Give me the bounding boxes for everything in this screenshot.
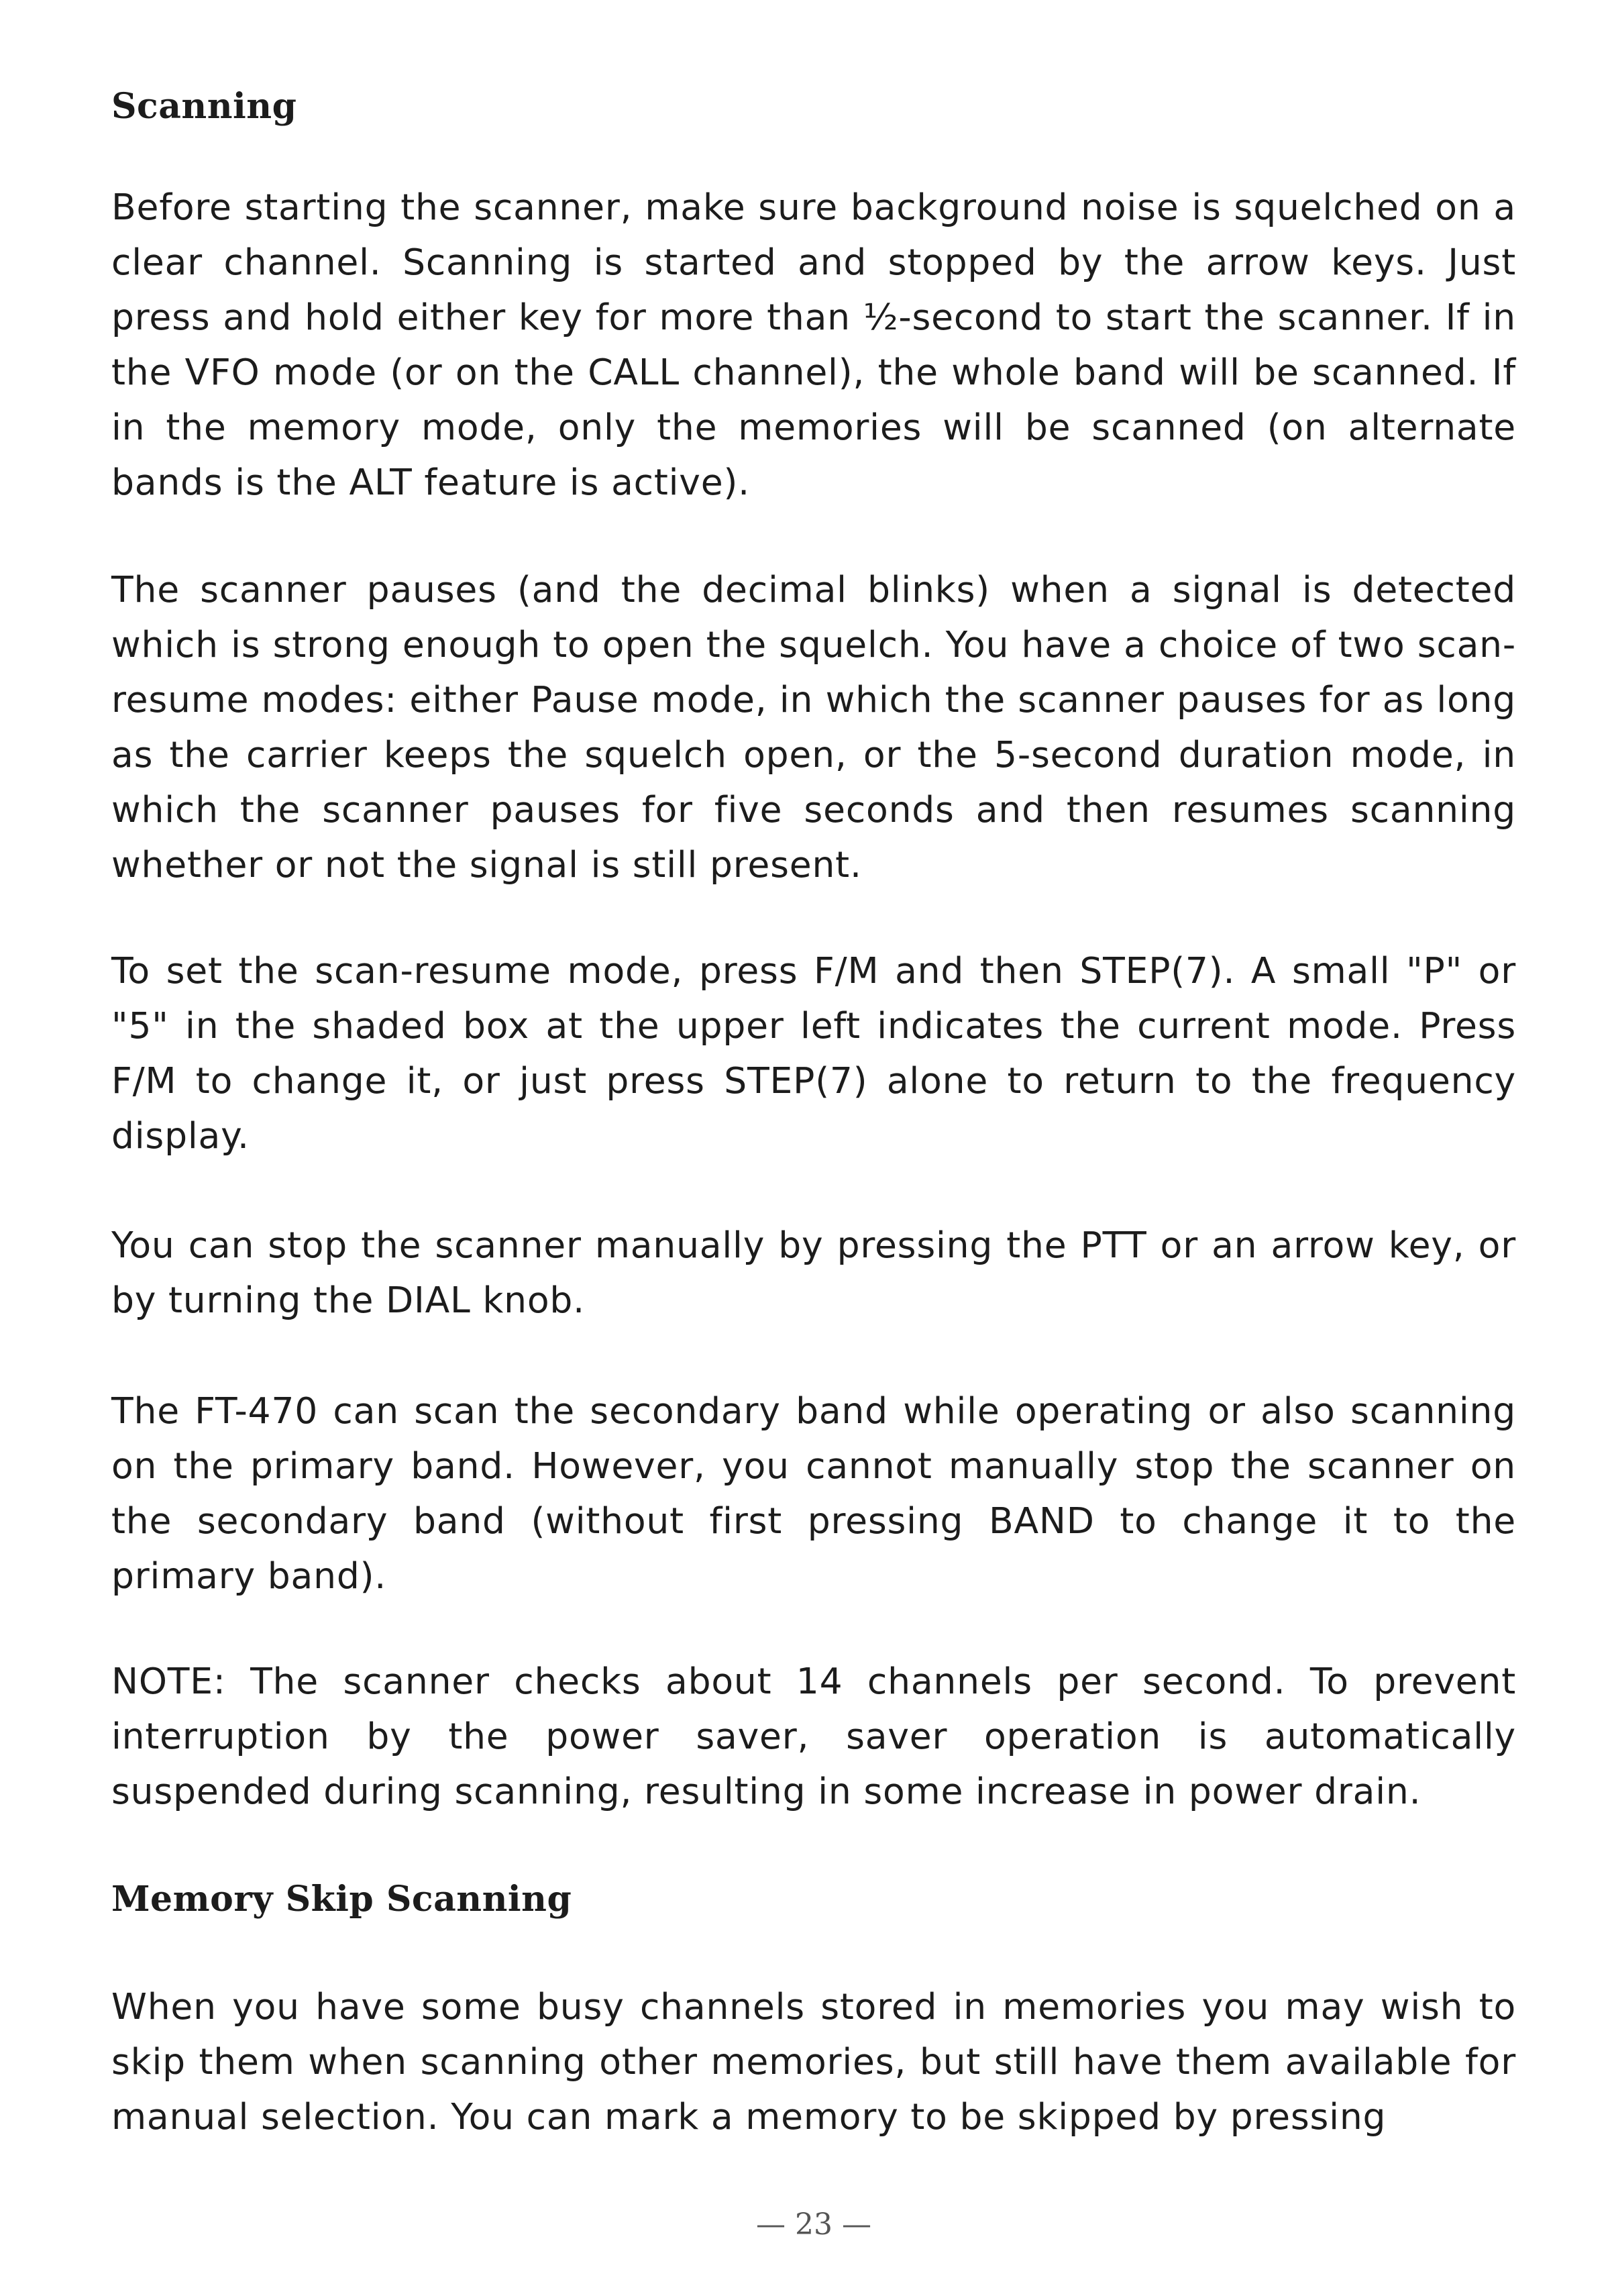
paragraph-scan-resume-mode: To set the scan-resume mode, press F/M and then STEP(7). A small "P" or "5" in the shaded box at the upper left indicates the current mode. Press F/M to change it, or just press STEP(7) alone to return to the frequency display. (111, 949, 1516, 1157)
paragraph-starting-scanner: Before starting the scanner, make sure background noise is squelched on a clear channel. Scanning is started and stopped by the arrow keys. Just press and hold either key for more than ½-second to start the scanner. If in the VFO mode (or on the CALL channel), the whole band will be scanned. If in the memory mode, only the memories will be scanned (on alternate bands is the ALT feature is active). (111, 186, 1516, 503)
manual-page (111, 0, 1516, 2296)
paragraph-stop-scanner: You can stop the scanner manually by pressing the PTT or an arrow key, or by turning the DIAL knob. (111, 1224, 1516, 1321)
paragraph-memory-skip: When you have some busy channels stored in memories you may wish to skip them when scanning other memories, but still have them available for manual selection. You can mark a memory to be skipped by pressing (111, 1985, 1516, 2138)
section-heading-memory-skip: Memory Skip Scanning (111, 1879, 572, 1920)
page-number: — 23 — (756, 2207, 871, 2242)
section-heading-scanning: Scanning (111, 86, 297, 127)
paragraph-note-power-saver: NOTE: The scanner checks about 14 channels per second. To prevent interruption by the power saver, saver operation is automatically suspended during scanning, resulting in some increase in power drain. (111, 1660, 1516, 1812)
paragraph-scanner-pauses: The scanner pauses (and the decimal blinks) when a signal is detected which is strong enough to open the squelch. You have a choice of two scan-resume modes: either Pause mode, in which the scanner pauses for as long as the carrier keeps the squelch open, or the 5-second duration mode, in which the scanner pauses for five seconds and then resumes scanning whether or not the signal is still present. (111, 568, 1516, 886)
paragraph-secondary-band: The FT-470 can scan the secondary band while operating or also scanning on the primary band. However, you cannot manually stop the scanner on the secondary band (without first pressing BAND to change it to the primary band). (111, 1390, 1516, 1597)
